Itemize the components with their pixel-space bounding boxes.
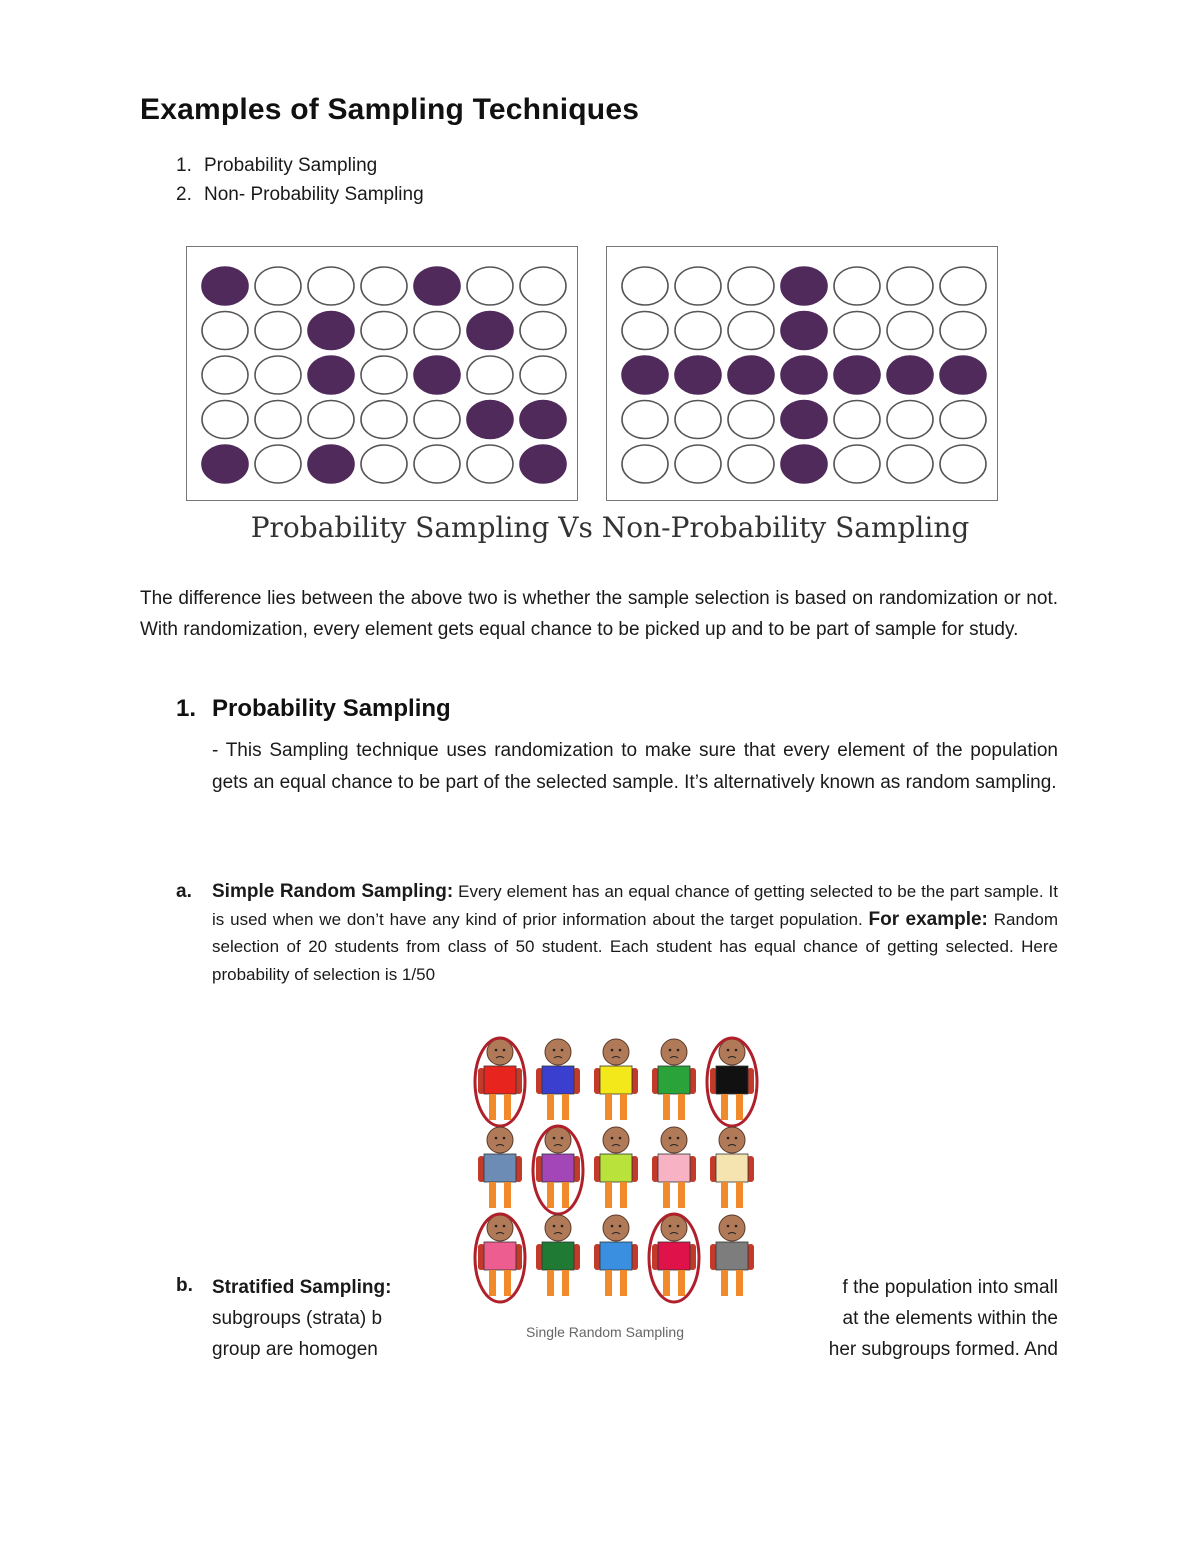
non-probability-dot	[728, 267, 774, 305]
people-figure	[410, 1020, 770, 1365]
item-text: subgroups (strata) b	[212, 1308, 383, 1329]
probability-dot	[520, 356, 566, 394]
probability-dot	[467, 445, 513, 483]
probability-dot	[361, 401, 407, 439]
section-description: - This Sampling technique uses randomization to make sure that every element of the population gets an equal chance to be part of the selected sample. It’s alternatively known as random sampling.	[212, 740, 1058, 793]
item-text: her subgroups formed. And	[828, 1339, 1058, 1360]
non-probability-dot-selected	[622, 356, 668, 394]
person-figure	[536, 1039, 580, 1120]
people-figure-caption: Single Random Sampling	[526, 1324, 684, 1340]
non-probability-dot	[940, 267, 986, 305]
non-probability-dot-selected	[940, 356, 986, 394]
probability-dot-selected	[414, 356, 460, 394]
person-figure	[594, 1215, 638, 1296]
section-heading	[176, 695, 451, 723]
non-probability-dot	[622, 312, 668, 350]
item-letter: a.	[176, 881, 192, 902]
person-figure	[710, 1039, 754, 1120]
person-figure	[536, 1127, 580, 1208]
non-probability-dot	[887, 312, 933, 350]
list-text: Probability Sampling	[204, 155, 378, 176]
probability-dot	[520, 267, 566, 305]
list-number: 2.	[176, 184, 192, 205]
person-figure	[594, 1039, 638, 1120]
probability-dot	[255, 356, 301, 394]
non-probability-dot	[834, 312, 880, 350]
probability-dot	[467, 267, 513, 305]
item-heading: Stratified Sampling:	[212, 1277, 392, 1298]
non-probability-dot-grid	[607, 247, 997, 500]
probability-dot	[308, 401, 354, 439]
person-figure	[594, 1127, 638, 1208]
person-figure	[478, 1127, 522, 1208]
person-figure	[536, 1215, 580, 1296]
person-figure	[652, 1039, 696, 1120]
non-probability-dot	[675, 312, 721, 350]
probability-dot-selected	[308, 312, 354, 350]
person-figure	[652, 1127, 696, 1208]
item-b-left-text	[212, 1272, 391, 1365]
probability-dot-selected	[467, 312, 513, 350]
item-text: Random selection of 20 students from class of 50 student. Each student has equal chance of getting selected. Here probability of selection is 1/50	[212, 909, 1058, 984]
person-figure	[710, 1215, 754, 1296]
probability-dot	[361, 312, 407, 350]
probability-dot-selected	[308, 445, 354, 483]
probability-dot	[414, 312, 460, 350]
probability-dot	[414, 445, 460, 483]
non-probability-dot	[675, 401, 721, 439]
people-illustration	[410, 1020, 770, 1320]
non-probability-dot	[887, 267, 933, 305]
non-probability-dot	[622, 445, 668, 483]
probability-dot-selected	[520, 445, 566, 483]
list-item-a	[176, 878, 1058, 988]
probability-dot-selected	[467, 401, 513, 439]
non-probability-dot-selected	[834, 356, 880, 394]
probability-dot-selected	[308, 356, 354, 394]
item-text: f the population into small	[842, 1277, 1058, 1298]
probability-dot	[255, 312, 301, 350]
non-probability-dot-selected	[728, 356, 774, 394]
list-text: Non- Probability Sampling	[204, 184, 424, 205]
non-probability-dot	[728, 401, 774, 439]
probability-dot-selected	[414, 267, 460, 305]
probability-dot	[255, 267, 301, 305]
non-probability-dot	[675, 445, 721, 483]
non-probability-dot	[940, 401, 986, 439]
intro-list-item	[176, 155, 377, 177]
page-title: Examples of Sampling Techniques	[140, 93, 640, 126]
non-probability-dot	[940, 312, 986, 350]
person-figure	[478, 1039, 522, 1120]
non-probability-dot	[622, 267, 668, 305]
probability-sampling-panel	[186, 246, 578, 501]
non-probability-dot-selected	[675, 356, 721, 394]
non-probability-sampling-panel	[606, 246, 998, 501]
person-figure	[710, 1127, 754, 1208]
non-probability-dot	[834, 401, 880, 439]
non-probability-dot	[940, 445, 986, 483]
non-probability-dot-selected	[781, 401, 827, 439]
probability-dot	[414, 401, 460, 439]
probability-dot-selected	[202, 267, 248, 305]
probability-dot	[308, 267, 354, 305]
item-heading: Simple Random Sampling:	[212, 881, 454, 902]
person-figure	[478, 1215, 522, 1296]
section-title: Probability Sampling	[212, 695, 451, 722]
item-text: group are homogen	[212, 1339, 378, 1360]
figure-caption: Probability Sampling Vs Non-Probability Sampling	[250, 511, 970, 544]
non-probability-dot	[728, 312, 774, 350]
section-number: 1.	[176, 695, 197, 722]
probability-dot-grid	[187, 247, 577, 500]
difference-paragraph: The difference lies between the above two is whether the sample selection is based on randomization or not. With randomization, every element gets equal chance to be picked up and to be part of sample for study.	[140, 588, 1058, 640]
non-probability-dot	[834, 445, 880, 483]
probability-dot	[255, 445, 301, 483]
list-number: 1.	[176, 155, 192, 176]
non-probability-dot	[675, 267, 721, 305]
item-text: Every element has an equal chance of getting selected to be the part sample. It is used when we don’t have any kind of prior information about the target population.	[212, 882, 1058, 929]
non-probability-dot-selected	[781, 356, 827, 394]
probability-dot-selected	[202, 445, 248, 483]
item-b-right-text	[770, 1272, 1058, 1365]
non-probability-dot	[887, 445, 933, 483]
non-probability-dot	[834, 267, 880, 305]
non-probability-dot-selected	[781, 267, 827, 305]
probability-dot	[202, 312, 248, 350]
non-probability-dot	[728, 445, 774, 483]
item-text: at the elements within the	[842, 1308, 1058, 1329]
non-probability-dot-selected	[781, 312, 827, 350]
item-letter: b.	[176, 1275, 193, 1296]
person-figure	[652, 1215, 696, 1296]
probability-dot	[361, 267, 407, 305]
probability-dot	[467, 356, 513, 394]
intro-list-item	[176, 184, 424, 206]
probability-dot	[202, 356, 248, 394]
probability-dot	[520, 312, 566, 350]
probability-dot	[255, 401, 301, 439]
non-probability-dot-selected	[781, 445, 827, 483]
example-label: For example:	[868, 908, 988, 930]
non-probability-dot	[887, 401, 933, 439]
probability-dot-selected	[520, 401, 566, 439]
probability-dot	[361, 356, 407, 394]
probability-dot	[361, 445, 407, 483]
non-probability-dot-selected	[887, 356, 933, 394]
probability-dot	[202, 401, 248, 439]
non-probability-dot	[622, 401, 668, 439]
